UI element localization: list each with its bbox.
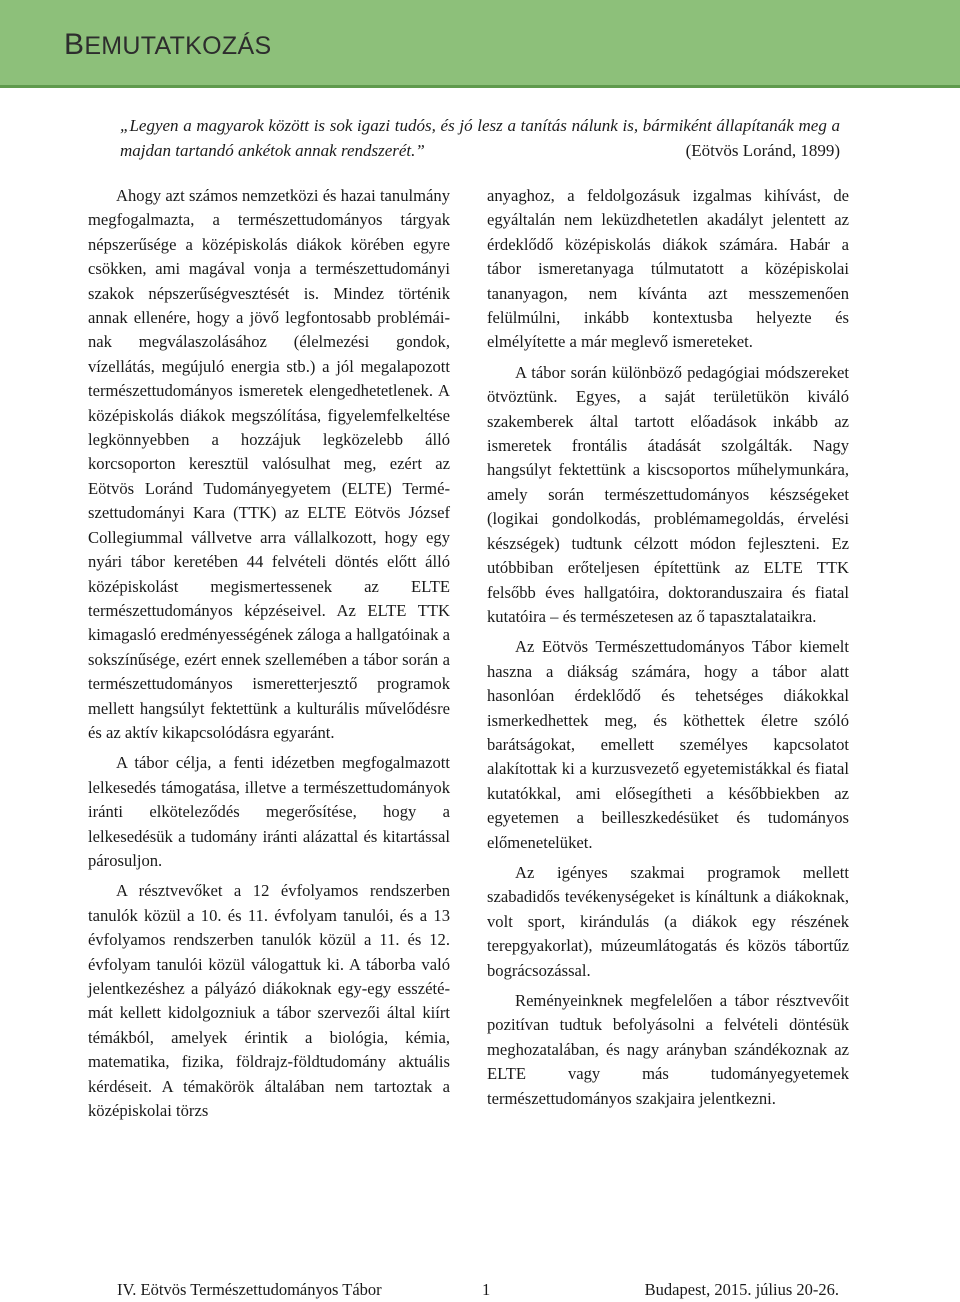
- page-title: [64, 28, 271, 62]
- paragraph: Az igényes szakmai programok mellett szabadidős tevékenységeket is kínáltunk a diákoknak, volt sport, kirándulás (a diákok egy részének terepgyakorlat), múzeumlátogatás és közös tábortűz bográcsozással.: [487, 862, 849, 980]
- page-number: 1: [482, 1280, 491, 1299]
- page-title-rest: EMUTATKOZÁS: [84, 32, 272, 60]
- paragraph-continued: anyaghoz, a feldolgozásuk izgalmas kihívást, de egyáltalán nem leküzdhetetlen akadályt jelentett az érdeklődő középiskolás diákok számára. Habár a tábor ismeretanyaga túlmutatott a középiskolai tananyagon, nem kívánta azt messzemenően felülmúlni, inkább kontextusba helyezte és elmélyítette a már meglevő ismereteket.: [487, 186, 849, 352]
- left-column: [88, 184, 450, 1129]
- paragraph: Az Eötvös Természettudományos Tábor kiemelt haszna a diákság számára, hogy a tábor alatt hasonlóan érdeklődő és tehetséges diákokkal ismerkedhettek meg, és köthettek életre szóló barátságokat, emellett személyes kapcsolatot alakítottak ki a kurzusvezető egyetemistákkal és fiatal kutatókkal, ami elősegítheti a későbbiekben az egyetemen a beilleszkedésüket és tudományos előmenetelüket.: [487, 637, 849, 852]
- header-bar: [0, 0, 960, 88]
- paragraph: A tábor célja, a fenti idézetben megfogalmazott lelkesedés támogatása, illetve a természettudományok iránti elköteleződés megerősítése, hogy a lelkesedésük a tudomány iránti alázattal és kitartással párosuljon.: [88, 753, 450, 870]
- quote-text: „Legyen a magyarok között is sok igazi tudós, és jó lesz a tanítás nálunk is, bármiként állapítanák meg a majdan tartandó ankétok annak rendszerét.”: [120, 116, 840, 160]
- epigraph-quote: [120, 113, 840, 163]
- page-title-initial: B: [64, 28, 85, 61]
- paragraph: Ahogy azt számos nemzetközi és hazai tanulmány megfogalmazta, a természettudományos tárgyak népszerűsége a középiskolás diákok körében egyre csökken, ami magával vonja a természettudományi szakok népszerűségvesztését is. Mindez történik annak ellenére, hogy a jövő legfontosabb problémáinak megválaszolásához (élelmezési gondok, vízellátás, megújuló energia stb.) a jól megalapozott természettudományos ismeretek elengedhetetlenek. A középiskolás diákok megszólítása, figyelemfelkeltése legkönnyebben a hozzájuk legközelebb álló korcsoporton keresztül valósulhat meg, ezért az Eötvös Loránd Tudományegyetem (ELTE) Természettudományi Kara (TTK) az ELTE Eötvös József Collegiummal vállvetve arra vállalkozott, hogy egy nyári tábor keretében 44 felvételi döntés előtt álló középiskolást megismertessenek az ELTE természettudományos képzéseivel. Az ELTE TTK kimagasló eredményességének záloga a hallgatóinak a sokszínűsége, ezért ennek szellemében a tábor során a természettudományos ismeretterjesztő programok mellett hangsúlyt fektettünk a kulturális művelődésre és az aktív kikapcsolódásra egyaránt.: [88, 186, 450, 742]
- right-column: [487, 184, 849, 1117]
- quote-attribution: (Eötvös Loránd, 1899): [685, 141, 840, 160]
- page-footer: [117, 1280, 839, 1302]
- paragraph: A tábor során különböző pedagógiai módszereket ötvöztünk. Egyes, a saját területükön kiváló szakemberek által tartott előadások inkább az ismeretek frontális átadását szolgálták. Nagy hangsúlyt fektettünk a kiscsoportos műhelymunkára, amely során természettudományos készségeket (logikai gondolkodás, problémamegoldás, érvelési készségek) tudtunk célzott módon fejleszteni. Ez utóbbiban erőteljesen építettünk az ELTE TTK felsőbb éves hallgatóira, doktoranduszaira és fiatal kutatóira – és természetesen az ő tapasztalataikra.: [487, 362, 849, 626]
- paragraph: A résztvevőket a 12 évfolyamos rendszerben tanulók közül a 10. és 11. évfolyam tanulói, és a 13 évfolyamos rendszerben tanulók közül a 11. és 12. évfolyam tanulói közül válogattuk ki. A táborba való jelentkezéshez a pályázó diákoknak egy-egy esszétémát kellett kidolgozniuk a tábor szervezői által kiírt témákból, amelyek érintik a biológia, kémia, matematika, fizika, földrajz-földtudomány aktuális kérdéseit. A témakörök általában nem tartoztak a középiskolai törzs: [88, 881, 450, 1121]
- footer-location-date: Budapest, 2015. július 20-26.: [644, 1280, 839, 1299]
- footer-event-name: IV. Eötvös Természettudományos Tábor: [117, 1280, 382, 1299]
- paragraph: Reményeinknek megfelelően a tábor résztvevőit pozitívan tudtuk befolyásolni a felvételi döntésük meghozatalában, és nagy arányban szándékoznak az ELTE vagy más tudományegyetemek természettudományos szakjaira jelentkezni.: [487, 991, 849, 1108]
